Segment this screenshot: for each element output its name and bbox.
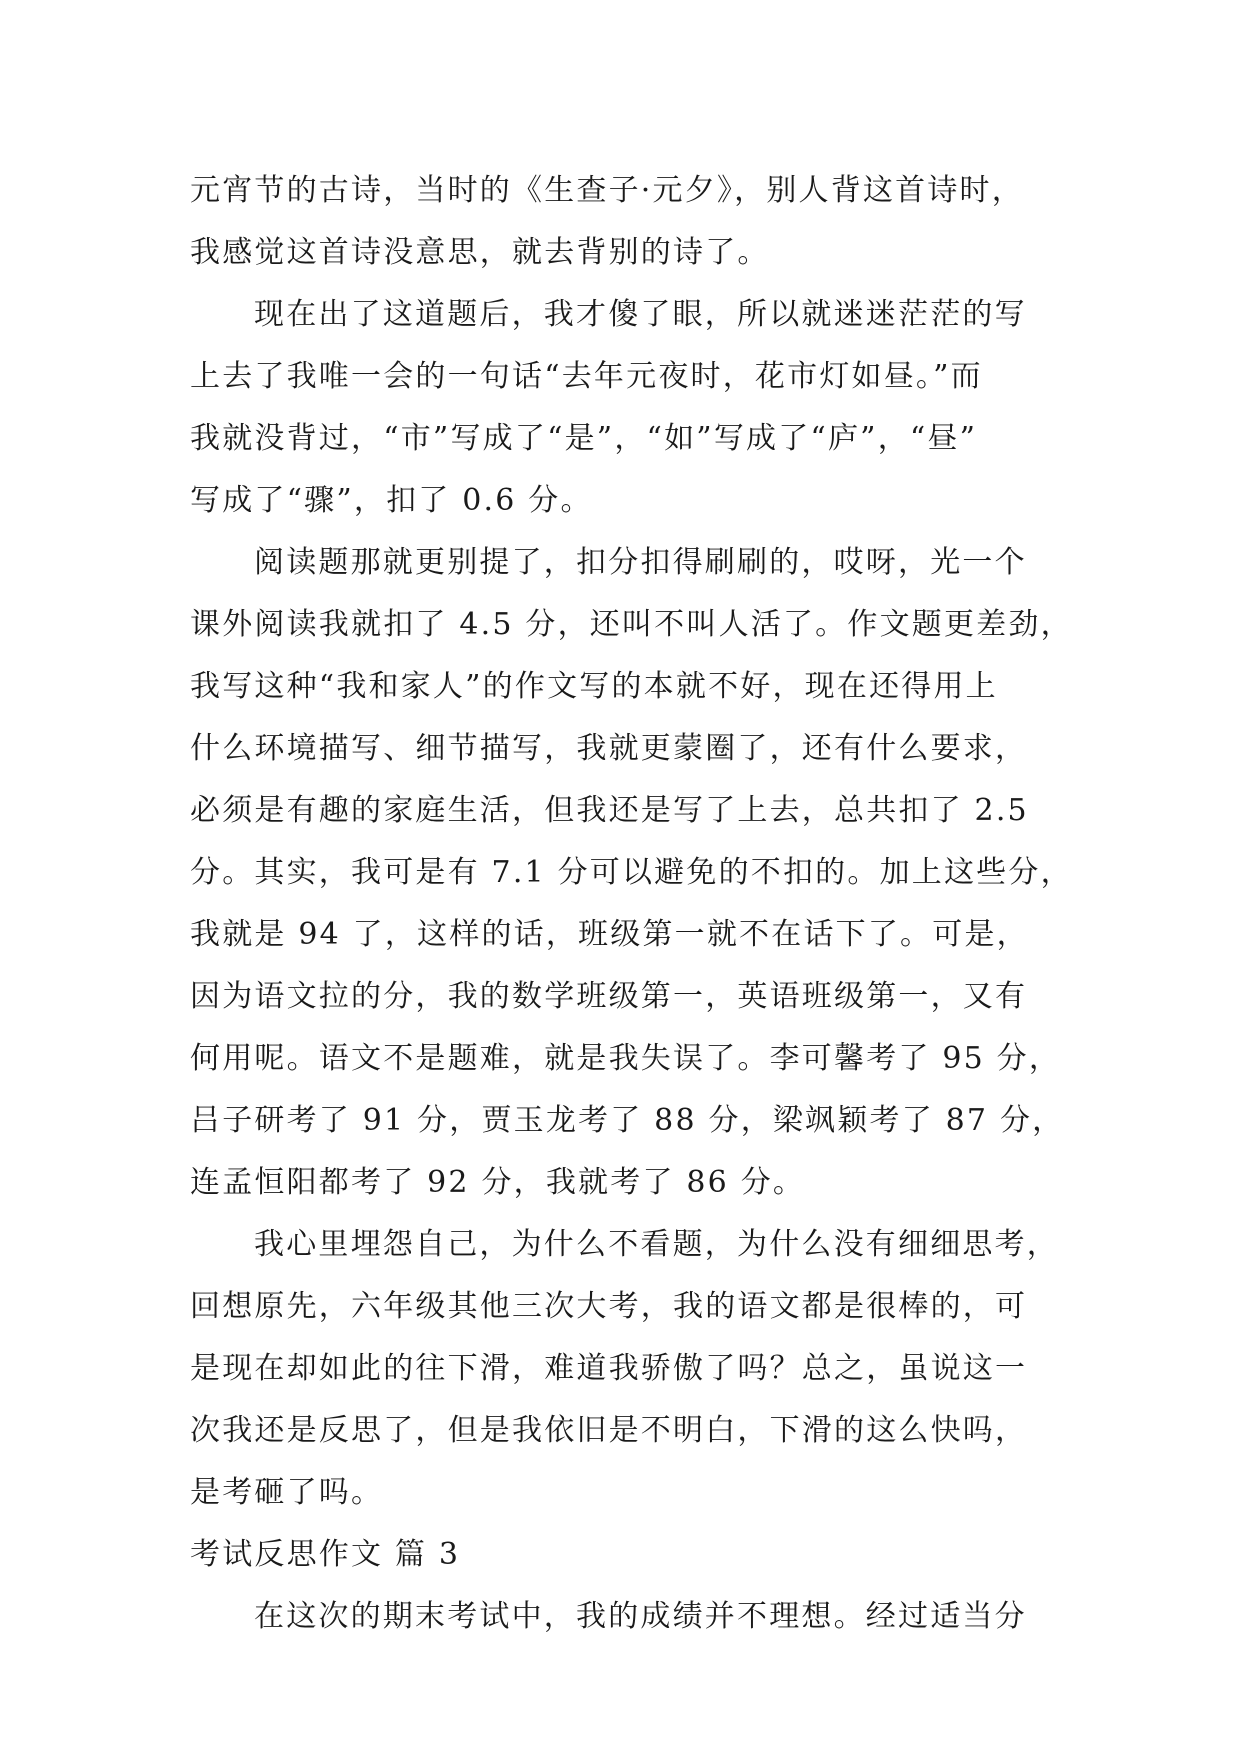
- text-line: 是考砸了吗。: [190, 1475, 384, 1510]
- text-line: 回想原先，六年级其他三次大考，我的语文都是很棒的，可: [190, 1289, 1028, 1324]
- text-line: 是现在却如此的往下滑，难道我骄傲了吗？总之，虽说这一: [190, 1351, 1028, 1386]
- text-line: 上去了我唯一会的一句话“去年元夜时，花市灯如昼。”而: [190, 359, 983, 394]
- text-line: 我就没背过，“市”写成了“是”，“如”写成了“庐”，“昼”: [190, 421, 978, 456]
- text-line: 在这次的期末考试中，我的成绩并不理想。经过适当分: [254, 1599, 1027, 1634]
- text-line: 课外阅读我就扣了 4.5 分，还叫不叫人活了。作文题更差劲，: [190, 607, 1073, 642]
- text-line: 必须是有趣的家庭生活，但我还是写了上去，总共扣了 2.5: [190, 793, 1029, 828]
- text-line: 写成了“骤”，扣了 0.6 分。: [190, 483, 593, 518]
- text-line: 吕子研考了 91 分，贾玉龙考了 88 分，梁飒颖考了 87 分，: [190, 1103, 1065, 1138]
- paragraph: [190, 1214, 1070, 1524]
- text-line: 我感觉这首诗没意思，就去背别的诗了。: [190, 235, 770, 270]
- paragraph: [190, 532, 1073, 1214]
- paragraph: [190, 284, 1070, 532]
- section-heading: 考试反思作文 篇 3: [190, 1537, 461, 1572]
- text-line: 我心里埋怨自己，为什么不看题，为什么没有细细思考，: [254, 1227, 1059, 1262]
- paragraph: [190, 160, 1070, 284]
- paragraph: [190, 1586, 1070, 1648]
- article-body: [190, 160, 1073, 1648]
- text-line: 元宵节的古诗，当时的《生查子·元夕》，别人背这首诗时，: [190, 173, 1024, 208]
- text-line: 我写这种“我和家人”的作文写的本就不好，现在还得用上: [190, 669, 998, 704]
- text-line: 因为语文拉的分，我的数学班级第一，英语班级第一，又有: [190, 979, 1028, 1014]
- text-line: 我就是 94 了，这样的话，班级第一就不在话下了。可是，: [190, 917, 1029, 952]
- text-line: 阅读题那就更别提了，扣分扣得刷刷的，哎呀，光一个: [254, 545, 1027, 580]
- text-line: 现在出了这道题后，我才傻了眼，所以就迷迷茫茫的写: [254, 297, 1027, 332]
- text-line: 什么环境描写、细节描写，我就更蒙圈了，还有什么要求，: [190, 731, 1028, 766]
- text-line: 分。其实，我可是有 7.1 分可以避免的不扣的。加上这些分，: [190, 855, 1073, 890]
- text-line: 连孟恒阳都考了 92 分，我就考了 86 分。: [190, 1165, 806, 1200]
- text-line: 何用呢。语文不是题难，就是我失误了。李可馨考了 95 分，: [190, 1041, 1062, 1076]
- text-line: 次我还是反思了，但是我依旧是不明白，下滑的这么快吗，: [190, 1413, 1028, 1448]
